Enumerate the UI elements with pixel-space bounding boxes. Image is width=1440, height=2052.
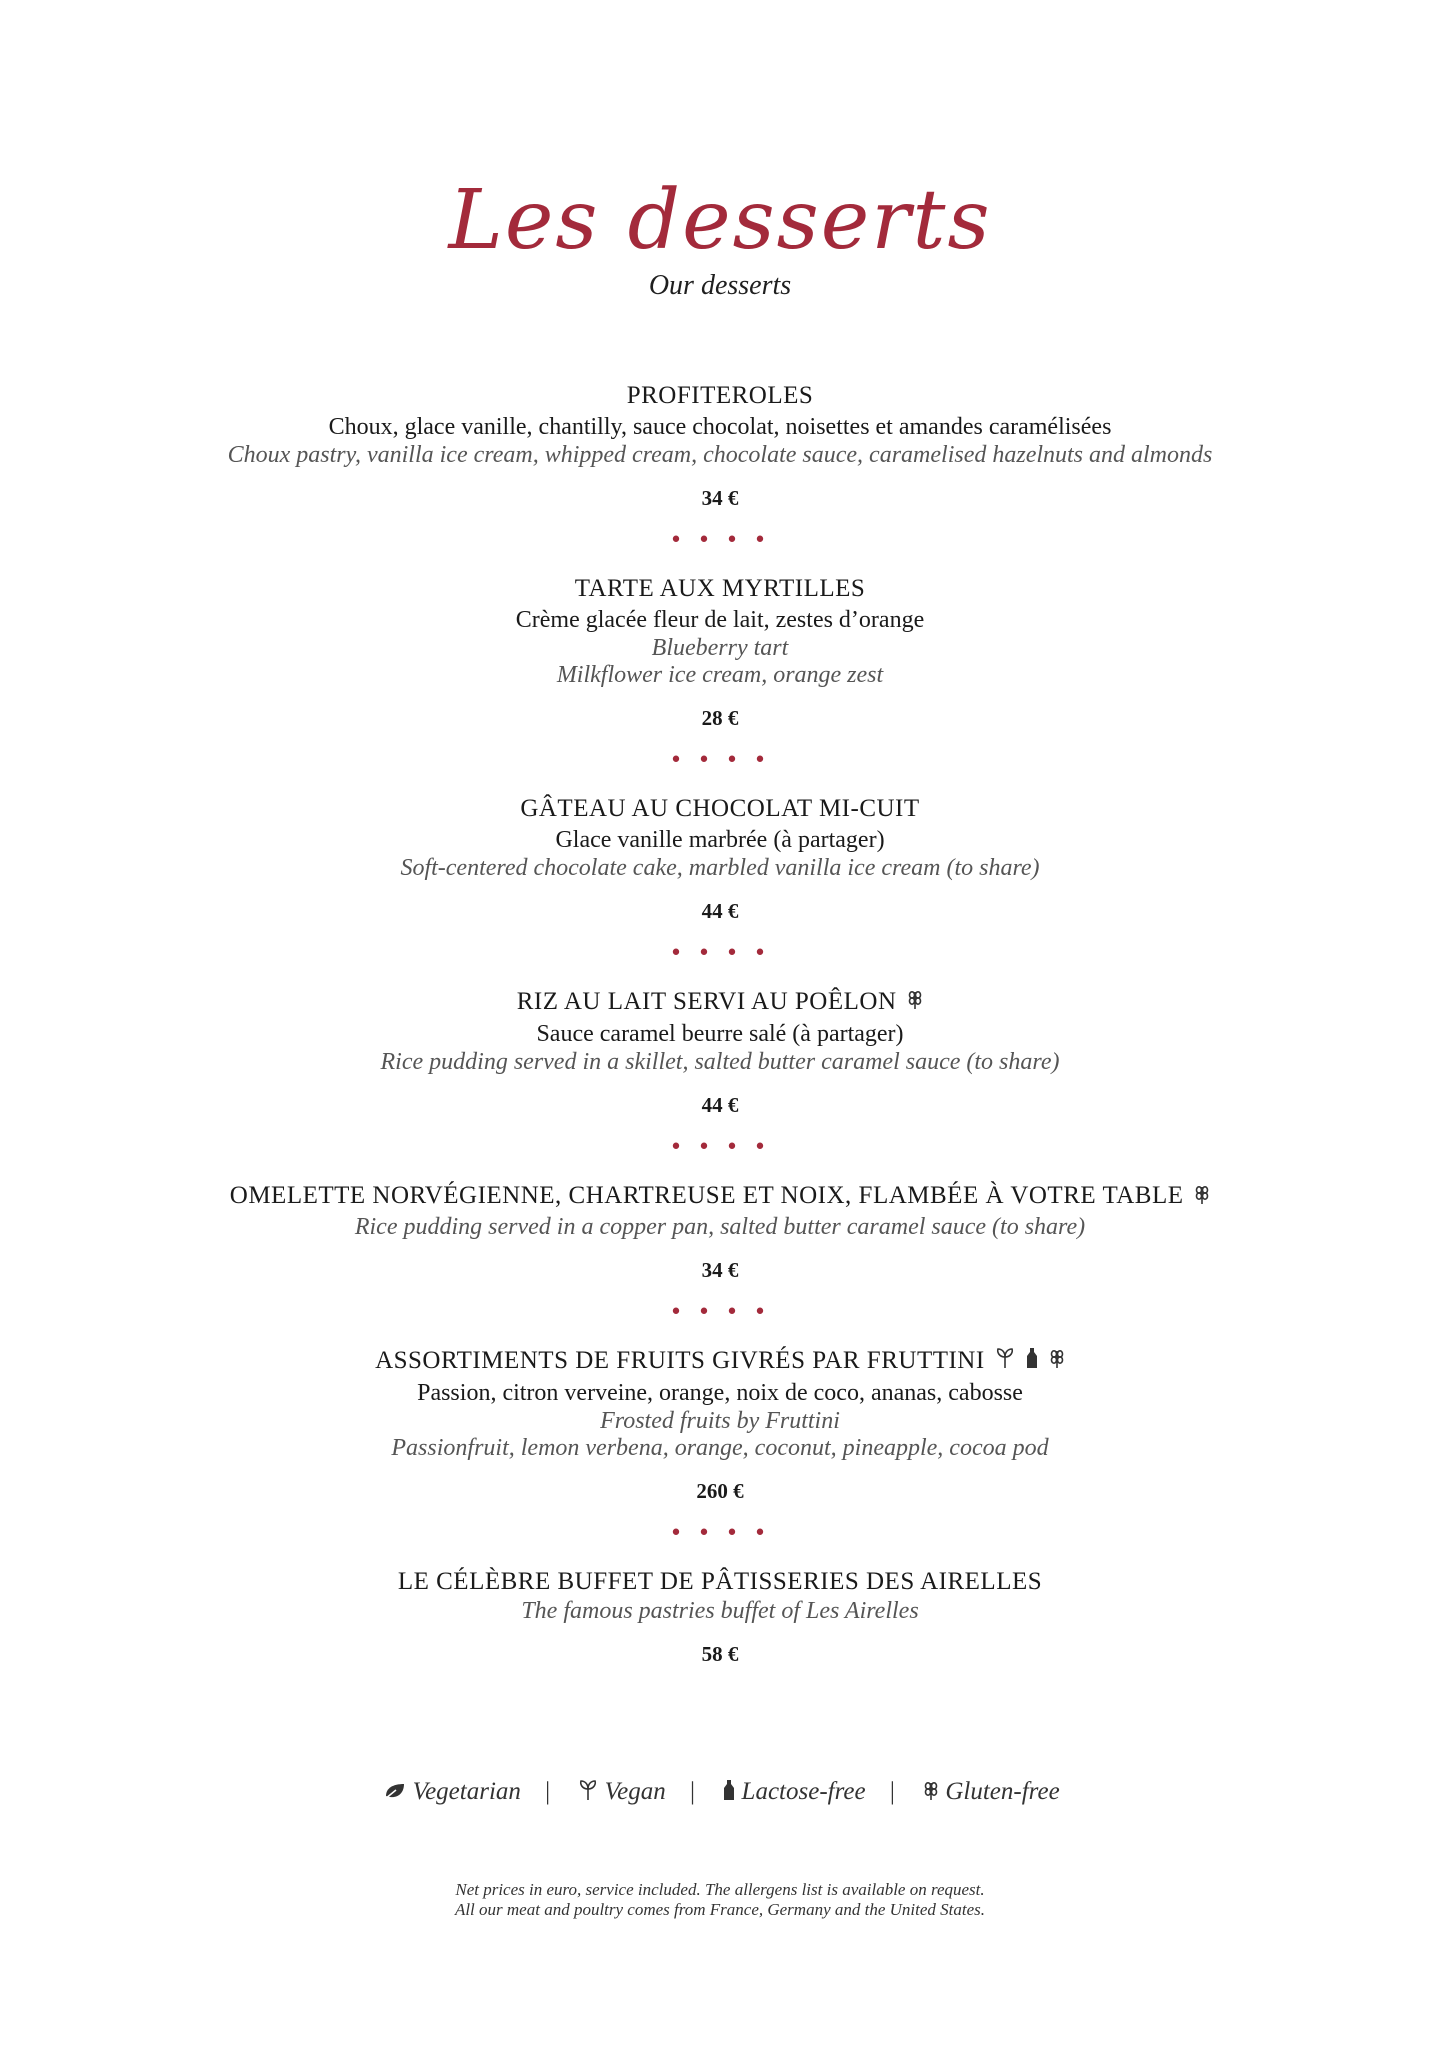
item-price: 44 €: [701, 899, 739, 923]
item-name-row: [0, 1180, 1440, 1213]
gluten-free-icon: [907, 987, 923, 1019]
item-name-row: [0, 986, 1440, 1019]
item-name: GÂTEAU AU CHOCOLAT MI-CUIT: [520, 795, 920, 822]
separator-dots: • • • •: [669, 1135, 771, 1161]
menu-item-fruits-givres: [0, 1345, 1440, 1504]
separator-dots: • • • •: [669, 1520, 771, 1546]
item-name: RIZ AU LAIT SERVI AU POÊLON: [516, 988, 897, 1015]
separator-dots: • • • •: [669, 941, 771, 966]
item-price: 34 €: [701, 486, 739, 510]
item-price: 44 €: [701, 1093, 739, 1118]
gluten-free-icon: [1049, 1346, 1065, 1378]
vegan-icon: [995, 1346, 1015, 1378]
item-name: OMELETTE NORVÉGIENNE, CHARTREUSE ET NOIX, FLAMBÉE À VOTRE TABLE: [229, 1182, 1184, 1210]
menu-item-riz-au-lait: [0, 986, 1440, 1118]
legend-divider: |: [545, 1778, 551, 1805]
separator-dots: • • • •: [669, 748, 771, 773]
separator-dots: • • • •: [669, 1299, 771, 1325]
legend-divider: |: [889, 1778, 895, 1805]
item-description-fr: Passion, citron verveine, orange, noix de coco, ananas, cabosse: [417, 1379, 1023, 1406]
menu-item-omelette-norvegienne: [0, 1180, 1440, 1282]
item-description-en: Rice pudding served in a copper pan, salted butter caramel sauce (to share): [354, 1213, 1086, 1240]
item-name: TARTE AUX MYRTILLES: [574, 575, 866, 602]
legend-divider: |: [690, 1778, 696, 1805]
footer-line-prices: Net prices in euro, service included. The allergens list is available on request.: [455, 1880, 985, 1899]
gluten-free-icon: [1194, 1182, 1210, 1214]
menu-item-tarte-aux-myrtilles: [0, 573, 1440, 731]
item-description-en: Choux pastry, vanilla ice cream, whipped cream, chocolate sauce, caramelised hazelnuts and almonds: [227, 442, 1213, 468]
lactose-free-icon: [1026, 1346, 1038, 1378]
item-description-en: Rice pudding served in a skillet, salted butter caramel sauce (to share): [380, 1049, 1060, 1076]
item-price: 58 €: [701, 1641, 739, 1666]
item-description-en: Soft-centered chocolate cake, marbled vanilla ice cream (to share): [400, 855, 1040, 881]
item-description-en-2: Milkflower ice cream, orange zest: [556, 662, 884, 688]
item-description-fr: Crème glacée fleur de lait, zestes d’orange: [515, 607, 925, 633]
item-name: LE CÉLÈBRE BUFFET DE PÂTISSERIES DES AIRELLES: [397, 1567, 1043, 1595]
legend-lactose-free: [719, 1778, 865, 1808]
item-name: ASSORTIMENTS DE FRUITS GIVRÉS PAR FRUTTINI: [375, 1346, 985, 1374]
legend-lactose-free-label: Lactose-free: [741, 1778, 866, 1805]
menu-item-gateau-chocolat: [0, 793, 1440, 924]
menu-item-buffet-patisseries: [0, 1566, 1440, 1667]
footer-line-origin: All our meat and poultry comes from France, Germany and the United States.: [454, 1900, 986, 1919]
dietary-legend: [0, 1778, 1440, 1808]
page-subtitle: Our desserts: [648, 270, 792, 301]
item-name-row: [0, 1345, 1440, 1378]
vegetarian-icon: [384, 1779, 406, 1807]
item-description-fr: Sauce caramel beurre salé (à partager): [536, 1021, 904, 1048]
item-price: 260 €: [696, 1478, 744, 1503]
separator-dots: • • • •: [669, 528, 771, 553]
dessert-list: [0, 380, 1440, 1667]
item-name: PROFITEROLES: [626, 382, 814, 409]
item-price: 28 €: [701, 706, 739, 730]
menu-item-profiteroles: [0, 380, 1440, 511]
legend-vegan: [574, 1778, 665, 1808]
legend-vegan-label: Vegan: [604, 1778, 666, 1805]
vegan-icon: [578, 1779, 598, 1808]
lactose-free-icon: [723, 1779, 735, 1808]
item-description-en-2: Passionfruit, lemon verbena, orange, coconut, pineapple, cocoa pod: [391, 1434, 1049, 1461]
page-title: Les desserts: [448, 173, 992, 268]
gluten-free-icon: [923, 1779, 939, 1808]
item-description-fr: Glace vanille marbrée (à partager): [555, 827, 885, 853]
legend-vegetarian: [380, 1778, 521, 1807]
footer-notes: [0, 1880, 1440, 1920]
item-description-en: The famous pastries buffet of Les Airelles: [521, 1597, 919, 1624]
legend-gluten-free: [919, 1778, 1060, 1808]
legend-vegetarian-label: Vegetarian: [412, 1778, 521, 1805]
legend-gluten-free-label: Gluten-free: [945, 1778, 1060, 1805]
item-description-fr: Choux, glace vanille, chantilly, sauce chocolat, noisettes et amandes caramélisées: [328, 414, 1112, 440]
item-price: 34 €: [701, 1257, 739, 1282]
item-description-en: Blueberry tart: [651, 635, 789, 661]
item-description-en: Frosted fruits by Fruttini: [600, 1407, 840, 1434]
